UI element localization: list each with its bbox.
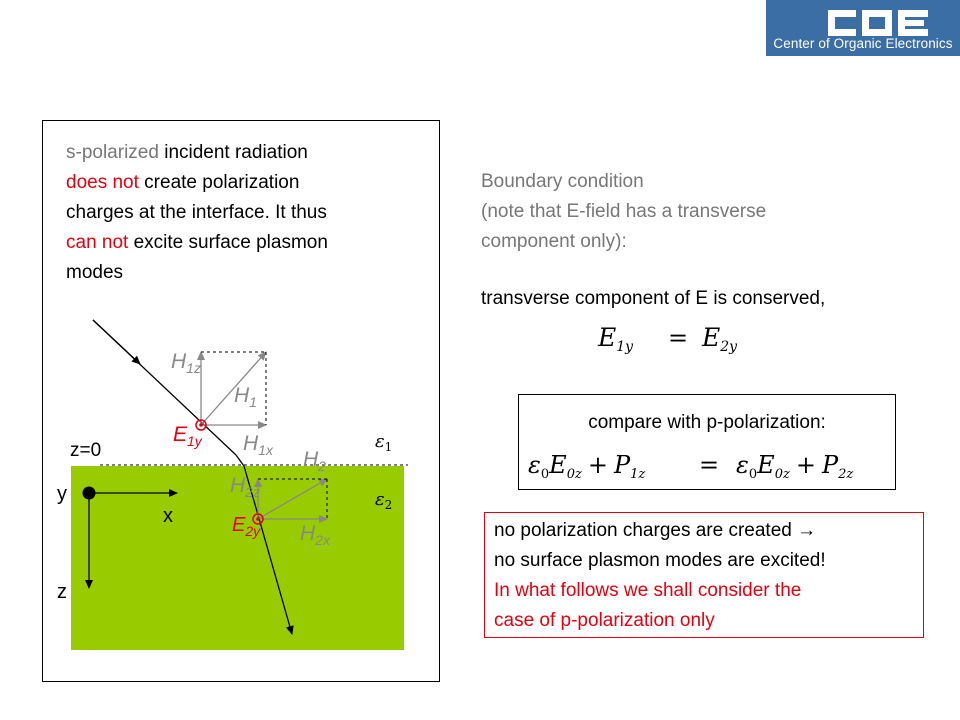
note-line-3: In what follows we shall consider the: [494, 580, 802, 601]
e1y-sub: 1y: [187, 433, 202, 449]
does-not-term: does not: [66, 172, 139, 193]
e2y-main: E: [232, 514, 246, 536]
boundary-condition-text: [481, 167, 921, 257]
eps2-symbol: ε: [375, 489, 385, 510]
eq2-lhs: [528, 451, 645, 482]
h1x-main: H: [243, 432, 259, 455]
eq2-eps-1: ε: [528, 451, 541, 479]
h1-main: H: [234, 384, 250, 407]
z0-label: z=0: [70, 440, 102, 461]
compare-label: compare with p-polarization:: [588, 412, 826, 433]
incident-ray-arrow: [93, 320, 140, 364]
text-fragment: incident radiation: [158, 142, 308, 163]
transverse-statement: transverse component of E is conserved,: [481, 288, 826, 309]
eq2-e-sub-1: 0z: [566, 467, 582, 482]
eq2-eps-sub-1: 0: [540, 467, 550, 482]
eq1-lhs-sub: 1y: [616, 339, 634, 355]
z-axis-label: z: [57, 581, 67, 603]
eq2-rhs: [736, 451, 853, 482]
eq2-eps-2: ε: [736, 451, 749, 479]
eq1-lhs-main: E: [598, 323, 617, 352]
text-fragment: excite surface plasmon: [128, 232, 328, 253]
eps1-symbol: ε: [375, 431, 385, 452]
e1y-label: [173, 423, 203, 449]
note-line-2: no surface plasmon modes are excited!: [494, 550, 826, 571]
h1x-label: [243, 432, 274, 458]
eq2-p-1: P: [613, 451, 631, 479]
ray-bend: [236, 455, 244, 466]
eq1-lhs: [597, 323, 634, 355]
h1z-sub: 1z: [186, 360, 201, 376]
eq2-e-sub-2: 0z: [774, 467, 790, 482]
h2-sub: 2: [318, 458, 326, 474]
x-axis-label: x: [163, 505, 173, 527]
h1z-label: [171, 350, 201, 376]
text-line: charges at the interface. It thus: [66, 202, 327, 223]
note-line-1: no polarization charges are created: [494, 520, 792, 541]
eq2-p-2: P: [821, 451, 839, 479]
eq2-e-1: E: [549, 451, 567, 479]
h2-label: [303, 448, 326, 474]
eq2-p-sub-2: 2z: [838, 467, 854, 482]
note-line-4: case of p-polarization only: [494, 610, 715, 631]
h2x-main: H: [300, 522, 316, 545]
eq1-rhs-sub: 2y: [720, 339, 738, 355]
eq2-plus-2: +: [795, 451, 816, 479]
eps2-sub: 2: [384, 498, 393, 512]
text-line: modes: [66, 262, 124, 283]
eps1-sub: 1: [384, 440, 393, 454]
eq2-equals: =: [699, 451, 720, 479]
can-not-term: can not: [66, 232, 129, 253]
h2x-sub: 2x: [315, 532, 330, 548]
text-fragment: create polarization: [138, 172, 300, 193]
eq2-eps-sub-2: 0: [748, 467, 758, 482]
h1-label: [234, 384, 257, 410]
h2-main: H: [303, 448, 319, 471]
h1z-main: H: [171, 350, 187, 373]
h2z-sub: 2z: [245, 484, 260, 500]
eq2-plus-1: +: [587, 451, 608, 479]
epsilon-1-label: [375, 431, 392, 454]
eq1-equals: =: [668, 324, 689, 352]
e1y-dot: [199, 423, 203, 427]
e2y-sub: 2y: [245, 523, 261, 539]
eq2-p-sub-1: 1z: [630, 467, 646, 482]
boundary-line-3: component only):: [481, 231, 627, 252]
h1-sub: 1: [249, 394, 257, 410]
h2z-main: H: [230, 474, 246, 497]
eq1-rhs-main: E: [702, 323, 721, 352]
e2y-dot: [256, 517, 260, 521]
boundary-line-1: Boundary condition: [481, 171, 644, 192]
logo-text: Center of Organic Electronics: [773, 36, 953, 51]
arrow-icon: →: [797, 520, 817, 541]
e1y-main: E: [173, 423, 188, 446]
boundary-line-2: (note that E-field has a transverse: [481, 201, 767, 222]
s-polarized-term: s-polarized: [66, 142, 159, 163]
equation-p-polarization: [524, 444, 894, 484]
equation-e1y-e2y: [590, 318, 770, 358]
conclusion-text: [494, 516, 920, 636]
y-axis-label: y: [57, 483, 67, 505]
eq2-e-2: E: [757, 451, 775, 479]
eq1-rhs: [701, 323, 738, 355]
h1x-sub: 1x: [258, 442, 273, 458]
